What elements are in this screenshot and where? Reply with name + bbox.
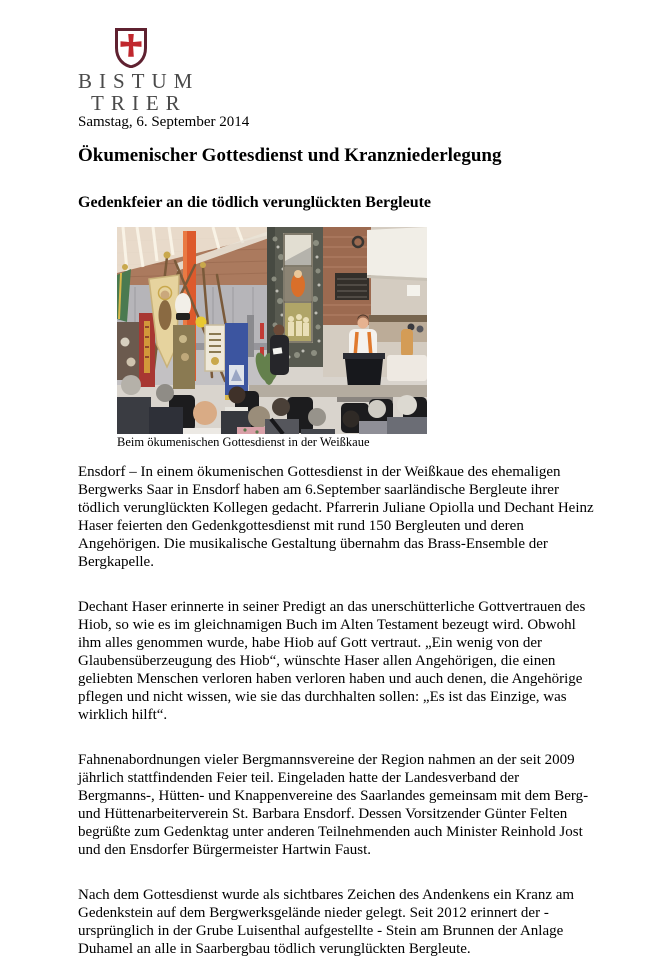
article-title: Ökumenischer Gottesdienst und Kranzniederlegung xyxy=(78,145,502,166)
paragraph-1: Ensdorf – In einem ökumenischen Gottesdienst in der Weißkaue des ehemaligen Bergwerks Saar in Ensdorf haben am 6.September saarländische Bergleute ihrer tödlich verunglückten Kollegen gedacht. Pfarrerin Juliane Opiolla und Dechant Heinz Haser feierten den Gedenkgottesdienst mit rund 150 Bergleuten und deren Angehörigen. Die musikalische Gestaltung übernahm das Brass-Ensemble der Bergkapelle. xyxy=(78,464,594,570)
paragraph-3: Fahnenabordnungen vieler Bergmannsvereine der Region nahmen an der seit 2009 jährlich stattfindenden Feier teil. Eingeladen hatte der Landesverband der Bergmanns-, Hütten- und Knappenvereine des Saarlandes gemeinsam mit dem Berg- und Hüttenarbeiterverein St. Barbara Ensdorf. Dessen Vorsitzender Günter Felten begrüßte zum Gedenktag unter anderen Teilnehmenden auch Minister Reinhold Jost und den Ensdorfer Bürgermeister Hartwin Faust. xyxy=(78,752,589,858)
header xyxy=(78,28,600,131)
article-photo xyxy=(117,227,427,434)
bistum-trier-crest-icon xyxy=(115,28,147,68)
paragraph-4: Nach dem Gottesdienst wurde als sichtbares Zeichen des Andenkens ein Kranz am Gedenkstein auf dem Bergwerksgelände nieder gelegt. Seit 2012 erinnert der - ursprünglich in der Grube Luisenthal aufgestellte - Stein am Brunnen der Anlage Duhamel an alle in Saarbergbau tödlich verunglückten Bergleute. xyxy=(78,887,575,957)
logo-wordmark-line2: TRIER xyxy=(91,91,187,115)
logo-wordmark-line1: BISTUM xyxy=(78,69,200,93)
paragraph-2: Dechant Haser erinnerte in seiner Predigt an das unerschütterliche Gottvertrauen des Hiob, so wie es im gleichnamigen Buch im Alten Testament bezeugt wird. Obwohl ihm alles genommen wurde, habe Hiob auf Gott vertraut. „Ein wenig von der Glaubensüberzeugung des Hiob“, wünschte Haser allen Angehörigen, die einen geliebten Menschen verloren haben verloren haben und auch denen, die Angehörige pflegen und nicht wissen, wie sie das durchhalten sollen: „Es ist das Einzige, was wirklich hilft“. xyxy=(78,599,586,723)
date-line: Samstag, 6. September 2014 xyxy=(78,114,250,130)
photo-caption: Beim ökumenischen Gottesdienst in der Weißkaue xyxy=(117,435,370,449)
article-figure xyxy=(117,227,600,450)
article-subtitle: Gedenkfeier an die tödlich verunglückten Bergleute xyxy=(78,194,432,211)
logo-wordmark xyxy=(78,70,600,114)
